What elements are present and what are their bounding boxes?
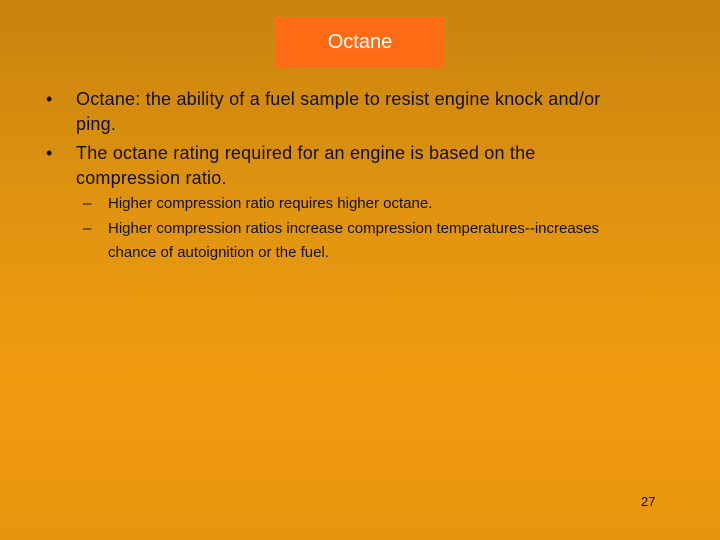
sub-bullet-mark: –	[83, 195, 92, 212]
sub-bullet-2	[83, 217, 683, 265]
bullet-text: The octane rating required for an engine is based on the compression ratio.	[76, 143, 536, 188]
bullet-2	[46, 141, 666, 191]
sub-bullet-text: Higher compression ratios increase compression temperatures--increases chance of autoignition or the fuel.	[108, 220, 600, 261]
sub-bullet-mark: –	[83, 220, 92, 237]
sub-bullet-1	[83, 192, 683, 216]
page-number: 27	[641, 494, 656, 509]
sub-bullet-text: Higher compression ratio requires higher octane.	[108, 195, 433, 212]
bullet-1	[46, 87, 666, 137]
bullet-mark: •	[46, 143, 53, 163]
bullet-text: Octane: the ability of a fuel sample to resist engine knock and/or ping.	[76, 89, 601, 134]
bullet-mark: •	[46, 89, 53, 109]
slide-title: Octane	[276, 17, 444, 67]
